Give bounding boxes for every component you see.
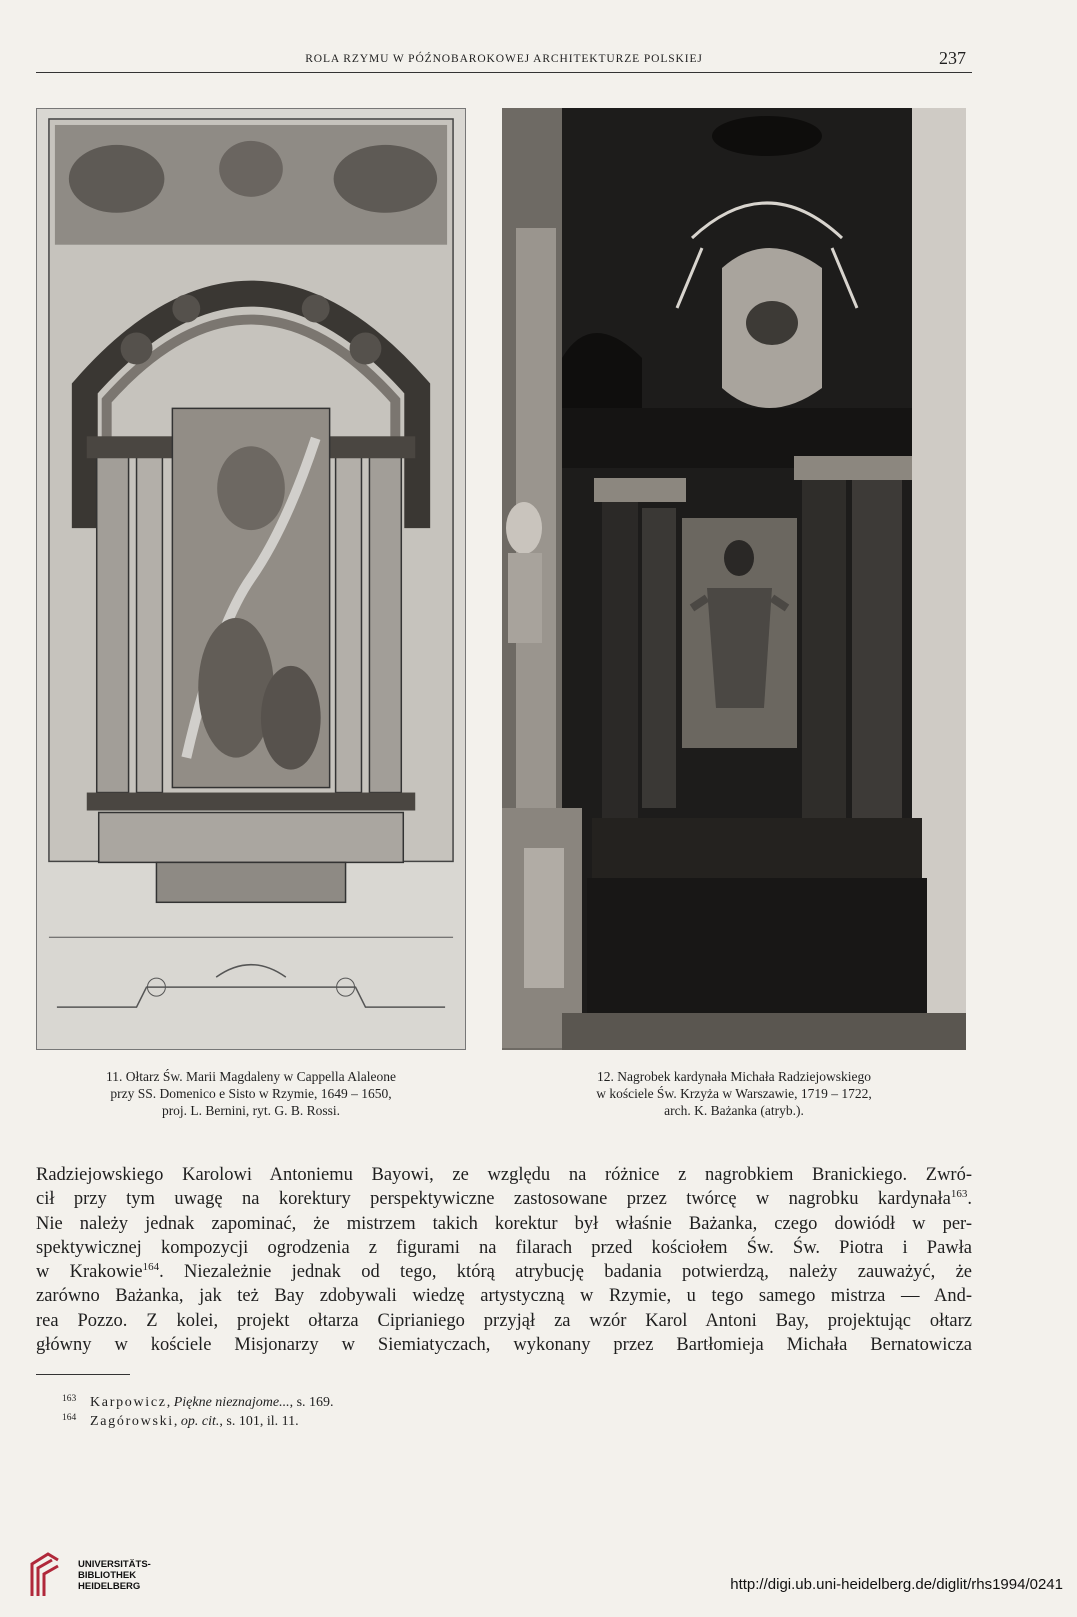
tomb-photograph-illustration [502,108,966,1050]
page-number: 237 [939,48,966,68]
caption-line: arch. K. Bażanka (atryb.). [664,1103,804,1118]
library-logo[interactable] [18,1548,188,1604]
running-title: ROLA RZYMU W PÓŹNOBAROKOWEJ ARCHITEKTURZE POLSKIEJ [305,53,703,65]
body-line: spektywicznej kompozycji ogrodzenia z figurami na filarach przed kościołem Św. Św. Piotra i Pawła [36,1237,972,1258]
body-paragraph [36,1163,972,1357]
body-line: cił przy tym uwagę na korektury perspektywiczne zastosowane przez twórcę w nagrobku kardynała$^{163}$. [36,1188,972,1210]
source-url-link[interactable]: http://digi.ub.uni-heidelberg.de/diglit/rhs1994/0241 [730,1576,1063,1593]
footnote-164: 164 Zagórowski, op. cit., s. 101, il. 11. [62,1413,299,1429]
caption-line: przy SS. Domenico e Sisto w Rzymie, 1649 – 1650, [110,1086,392,1101]
figure-11-caption [36,1068,466,1119]
library-logo-icon [28,1552,62,1598]
running-head [36,48,972,73]
caption-line: proj. L. Bernini, ryt. G. B. Rossi. [161,1103,341,1118]
footnotes [62,1393,334,1431]
footnote-divider [36,1374,130,1375]
figure-12-caption [502,1068,966,1119]
caption-line: 11. Ołtarz Św. Marii Magdaleny w Cappella Alaleone [106,1069,396,1084]
body-line: Radziejowskiego Karolowi Antoniemu Bayowi, ze względu na różnice z nagrobkiem Branickiego. Zwró- [36,1165,972,1185]
footnote-ref-164[interactable]: 164 [142,1261,160,1274]
caption-line: w kościele Św. Krzyża w Warszawie, 1719 – 1722, [596,1086,872,1101]
body-line: w Krakowie$^{164}$. Niezależnie jednak od tego, którą atrybucję badania potwierdzą, należy zauważyć, że [36,1261,972,1283]
body-line: rea Pozzo. Z kolei, projekt ołtarza Ciprianiego przyjął za wzór Karol Antoni Bay, projektując ołtarz [36,1310,972,1331]
caption-line: 12. Nagrobek kardynała Michała Radziejowskiego [596,1069,872,1084]
body-line: zarówno Bażanka, jak też Bay zdobywali wiedzę artystyczną w Rzymie, u tego samego mistrza — And- [36,1286,972,1307]
body-line: Nie należy jednak zapominać, że mistrzem takich korektur był właśnie Bażanka, czego dowiódł w per- [36,1213,972,1234]
altar-engraving-illustration [37,109,465,1049]
figure-11-engraving [36,108,466,1050]
figure-12-photograph [502,108,966,1050]
footnote-163: 163 Karpowicz, Piękne nieznajome..., s. 169. [62,1394,334,1410]
body-line: główny w kościele Misjonarzy w Siemiatyczach, wykonany przez Bartłomieja Michała Bernatowicza [36,1335,972,1356]
library-logo-text: UNIVERSITÄTS- BIBLIOTHEK HEIDELBERG [78,1559,151,1592]
footnote-ref-163[interactable]: 163 [950,1188,968,1201]
